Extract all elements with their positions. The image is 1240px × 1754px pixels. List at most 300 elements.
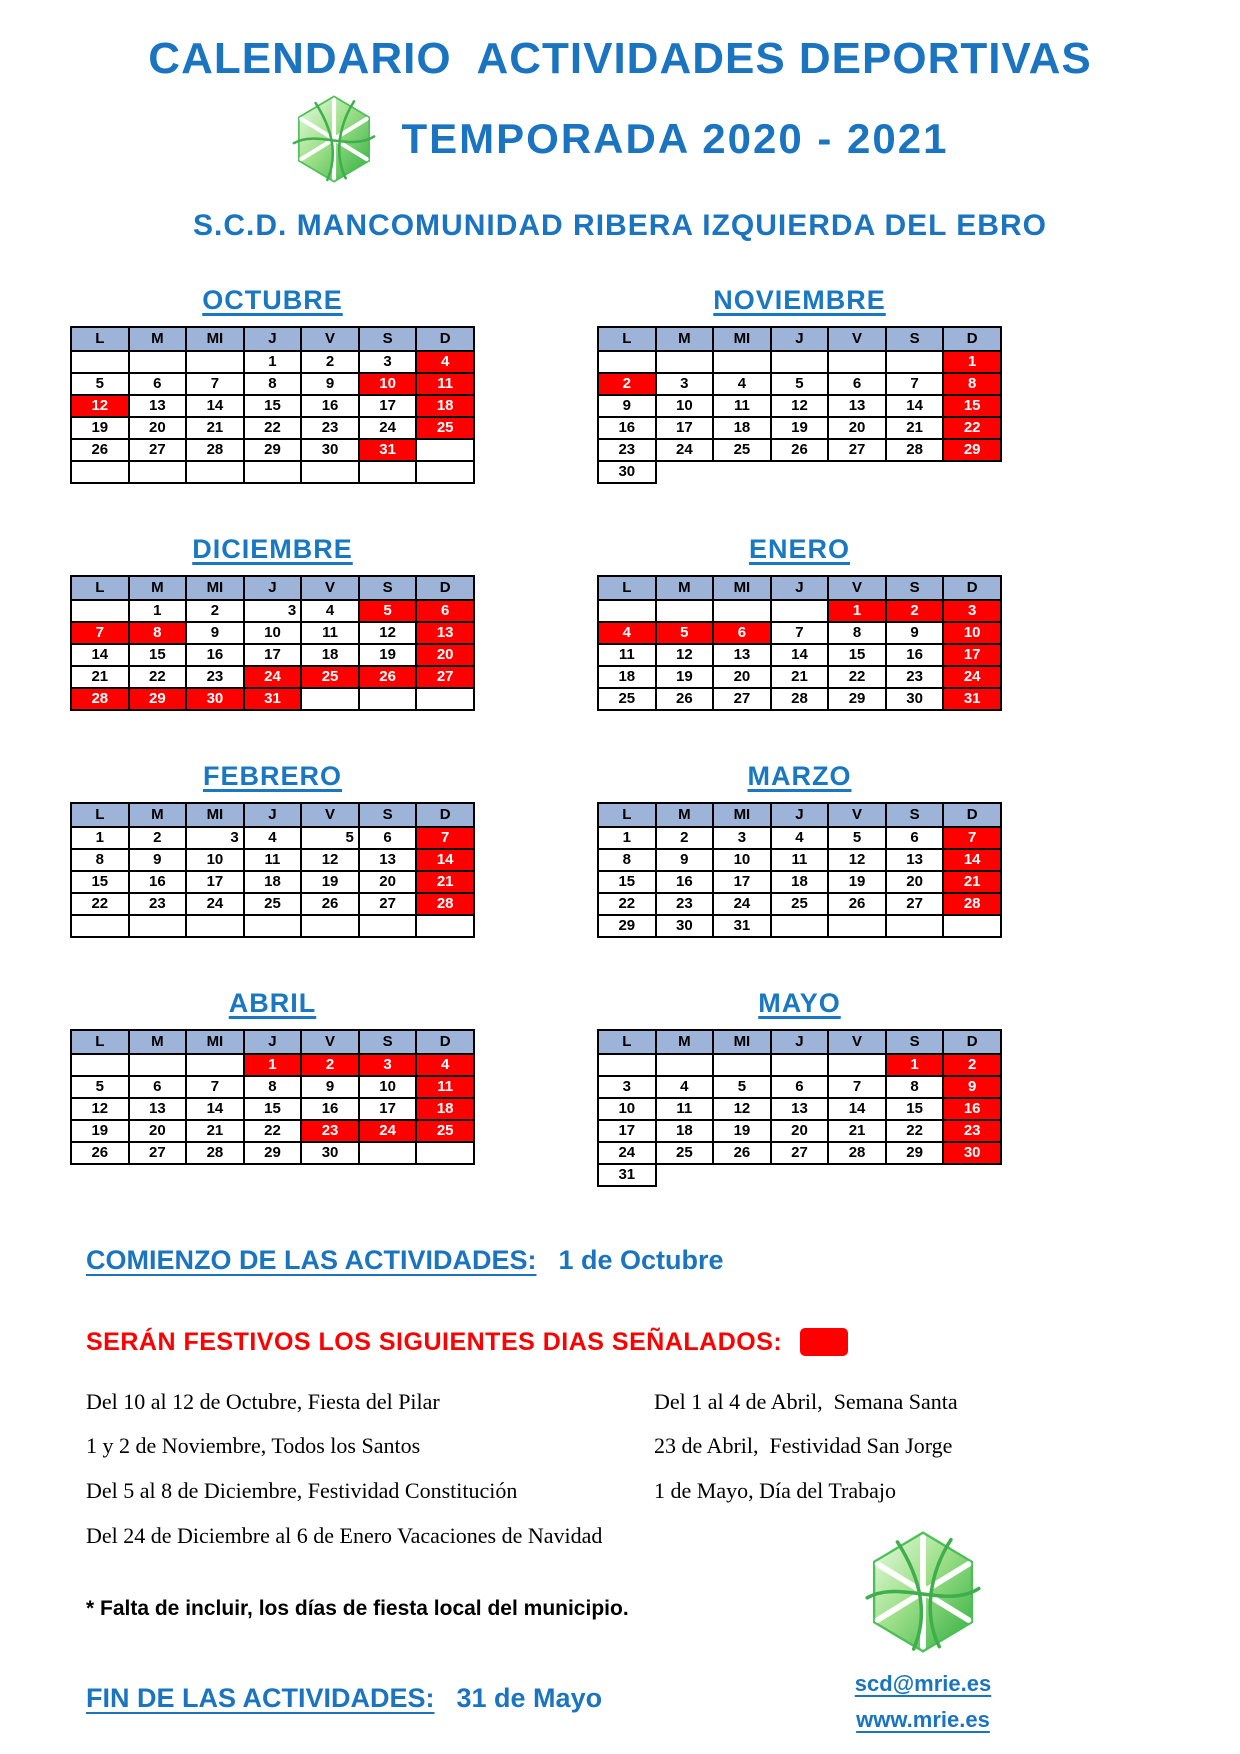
day-cell: 2 (186, 600, 244, 622)
day-cell: 10 (359, 1076, 417, 1098)
weekday-row (71, 1030, 474, 1054)
month-table (70, 1029, 475, 1165)
day-cell (943, 461, 1001, 483)
day-cell: 31 (713, 915, 771, 937)
day-cell (186, 351, 244, 373)
footer-logo-block (848, 1528, 998, 1733)
day-cell: 6 (129, 1076, 187, 1098)
weekday-header: MI (713, 803, 771, 827)
day-cell: 10 (598, 1098, 656, 1120)
day-cell: 12 (71, 1098, 129, 1120)
day-cell: 9 (943, 1076, 1001, 1098)
weekday-header: M (129, 803, 187, 827)
day-cell: 31 (943, 688, 1001, 710)
day-cell (771, 351, 829, 373)
day-cell (771, 461, 829, 483)
weekday-row (71, 576, 474, 600)
week-row (71, 439, 474, 461)
day-cell: 23 (186, 666, 244, 688)
day-cell: 31 (244, 688, 302, 710)
day-cell: 7 (416, 827, 474, 849)
week-row (598, 1098, 1001, 1120)
month-table (597, 326, 1002, 484)
day-cell: 28 (886, 439, 944, 461)
week-row (71, 893, 474, 915)
day-cell: 19 (359, 644, 417, 666)
day-cell (828, 1054, 886, 1076)
day-cell: 29 (244, 439, 302, 461)
day-cell: 27 (886, 893, 944, 915)
week-row (598, 351, 1001, 373)
day-cell: 26 (359, 666, 417, 688)
weekday-header: V (301, 1030, 359, 1054)
day-cell (129, 1054, 187, 1076)
day-cell: 20 (713, 666, 771, 688)
day-cell: 4 (416, 351, 474, 373)
week-row (71, 1054, 474, 1076)
month-body (598, 1054, 1001, 1186)
month-table (70, 575, 475, 711)
day-cell: 6 (828, 373, 886, 395)
day-cell: 13 (828, 395, 886, 417)
weekday-header: D (416, 1030, 474, 1054)
weekday-header: V (828, 576, 886, 600)
weekday-header: V (301, 576, 359, 600)
day-cell: 13 (886, 849, 944, 871)
day-cell: 6 (129, 373, 187, 395)
day-cell: 13 (771, 1098, 829, 1120)
day-cell (244, 461, 302, 483)
day-cell: 23 (886, 666, 944, 688)
week-row (598, 417, 1001, 439)
day-cell: 13 (129, 395, 187, 417)
day-cell: 15 (71, 871, 129, 893)
weekday-header: S (886, 1030, 944, 1054)
day-cell: 24 (713, 893, 771, 915)
week-row (598, 395, 1001, 417)
day-cell: 4 (244, 827, 302, 849)
day-cell: 22 (943, 417, 1001, 439)
day-cell: 14 (886, 395, 944, 417)
weekday-header: S (886, 576, 944, 600)
day-cell (129, 461, 187, 483)
week-row (71, 1142, 474, 1164)
day-cell: 22 (828, 666, 886, 688)
day-cell: 8 (244, 1076, 302, 1098)
day-cell (828, 915, 886, 937)
day-cell: 3 (244, 600, 302, 622)
day-cell (598, 1054, 656, 1076)
day-cell: 26 (301, 893, 359, 915)
week-row (598, 827, 1001, 849)
holiday-item: 1 y 2 de Noviembre, Todos los Santos (86, 1433, 421, 1459)
day-cell: 24 (656, 439, 714, 461)
day-cell: 11 (713, 395, 771, 417)
day-cell: 6 (416, 600, 474, 622)
falta-note: * Falta de incluir, los días de fiesta local del municipio. (86, 1597, 629, 1621)
weekday-header: L (71, 803, 129, 827)
day-cell: 9 (598, 395, 656, 417)
day-cell: 1 (886, 1054, 944, 1076)
day-cell: 30 (598, 461, 656, 483)
day-cell: 18 (598, 666, 656, 688)
day-cell: 5 (71, 1076, 129, 1098)
month-block (597, 534, 1002, 711)
page-title: CALENDARIO ACTIVIDADES DEPORTIVAS (148, 34, 1092, 83)
day-cell: 29 (828, 688, 886, 710)
day-cell: 20 (129, 417, 187, 439)
weekday-header: J (771, 1030, 829, 1054)
day-cell: 6 (359, 827, 417, 849)
day-cell (71, 351, 129, 373)
day-cell: 18 (771, 871, 829, 893)
day-cell (943, 1164, 1001, 1186)
day-cell: 23 (656, 893, 714, 915)
day-cell: 11 (598, 644, 656, 666)
weekday-header: S (359, 1030, 417, 1054)
day-cell: 5 (656, 622, 714, 644)
day-cell: 11 (301, 622, 359, 644)
day-cell: 24 (359, 1120, 417, 1142)
week-row (598, 893, 1001, 915)
festivos-line (86, 1328, 1166, 1357)
day-cell (886, 1164, 944, 1186)
weekday-row (598, 327, 1001, 351)
day-cell: 1 (244, 351, 302, 373)
week-row (598, 666, 1001, 688)
day-cell: 7 (71, 622, 129, 644)
weekday-header: S (886, 803, 944, 827)
day-cell: 26 (71, 1142, 129, 1164)
weekday-header: S (359, 327, 417, 351)
month-block (597, 761, 1002, 938)
day-cell (828, 1164, 886, 1186)
day-cell: 13 (713, 644, 771, 666)
day-cell: 24 (598, 1142, 656, 1164)
weekday-header: L (71, 327, 129, 351)
day-cell: 1 (244, 1054, 302, 1076)
day-cell: 7 (186, 373, 244, 395)
weekday-header: M (656, 803, 714, 827)
day-cell (828, 351, 886, 373)
day-cell: 10 (359, 373, 417, 395)
weekday-header: MI (186, 1030, 244, 1054)
month-title: OCTUBRE (202, 284, 343, 315)
email-link[interactable]: scd@mrie.es (854, 1671, 992, 1696)
day-cell (301, 688, 359, 710)
week-row (71, 1098, 474, 1120)
day-cell: 23 (301, 417, 359, 439)
website-link[interactable]: www.mrie.es (856, 1707, 990, 1732)
day-cell: 18 (301, 644, 359, 666)
holiday-item: 23 de Abril, Festividad San Jorge (654, 1433, 953, 1459)
day-cell (186, 915, 244, 937)
day-cell (129, 915, 187, 937)
day-cell (713, 351, 771, 373)
day-cell: 21 (186, 417, 244, 439)
day-cell (416, 439, 474, 461)
day-cell: 10 (713, 849, 771, 871)
day-cell: 3 (359, 1054, 417, 1076)
comienzo-value: 1 de Octubre (558, 1244, 724, 1275)
day-cell: 29 (943, 439, 1001, 461)
day-cell (416, 915, 474, 937)
week-row (598, 461, 1001, 483)
week-row (71, 622, 474, 644)
weekday-row (598, 576, 1001, 600)
weekday-header: M (656, 1030, 714, 1054)
day-cell: 22 (886, 1120, 944, 1142)
day-cell: 18 (713, 417, 771, 439)
day-cell: 8 (828, 622, 886, 644)
day-cell: 12 (301, 849, 359, 871)
day-cell: 27 (713, 688, 771, 710)
day-cell (416, 461, 474, 483)
day-cell (71, 1054, 129, 1076)
day-cell: 11 (416, 373, 474, 395)
day-cell (943, 915, 1001, 937)
week-row (598, 915, 1001, 937)
day-cell: 3 (713, 827, 771, 849)
day-cell (656, 1164, 714, 1186)
notes-section (86, 1245, 1166, 1715)
weekday-row (598, 1030, 1001, 1054)
day-cell: 11 (416, 1076, 474, 1098)
day-cell: 28 (186, 1142, 244, 1164)
season-title: TEMPORADA 2020 - 2021 (401, 114, 949, 162)
day-cell (359, 688, 417, 710)
festivo-color-swatch (800, 1328, 848, 1356)
month-body (598, 351, 1001, 483)
day-cell: 3 (186, 827, 244, 849)
day-cell: 6 (771, 1076, 829, 1098)
day-cell: 15 (598, 871, 656, 893)
day-cell: 15 (244, 1098, 302, 1120)
day-cell: 25 (416, 1120, 474, 1142)
day-cell: 11 (244, 849, 302, 871)
weekday-header: S (886, 327, 944, 351)
day-cell: 8 (244, 373, 302, 395)
month-block (597, 285, 1002, 484)
month-title: ENERO (748, 533, 851, 564)
day-cell: 23 (301, 1120, 359, 1142)
weekday-header: MI (186, 327, 244, 351)
day-cell: 29 (244, 1142, 302, 1164)
holiday-item: Del 10 al 12 de Octubre, Fiesta del Pilar (86, 1388, 440, 1414)
weekday-header: V (828, 327, 886, 351)
month-title: FEBRERO (202, 760, 342, 791)
day-cell: 12 (359, 622, 417, 644)
weekday-row (598, 803, 1001, 827)
day-cell: 1 (943, 351, 1001, 373)
day-cell: 16 (301, 395, 359, 417)
day-cell (244, 915, 302, 937)
day-cell: 19 (301, 871, 359, 893)
organization-subtitle: S.C.D. MANCOMUNIDAD RIBERA IZQUIERDA DEL EBRO (193, 208, 1047, 242)
day-cell: 16 (598, 417, 656, 439)
day-cell: 5 (828, 827, 886, 849)
day-cell (771, 915, 829, 937)
day-cell: 26 (71, 439, 129, 461)
day-cell: 20 (359, 871, 417, 893)
day-cell: 7 (943, 827, 1001, 849)
day-cell (598, 351, 656, 373)
day-cell: 16 (943, 1098, 1001, 1120)
week-row (598, 849, 1001, 871)
day-cell: 20 (416, 644, 474, 666)
week-row (71, 461, 474, 483)
weekday-header: D (943, 327, 1001, 351)
week-row (598, 644, 1001, 666)
month-block (70, 534, 475, 711)
weekday-header: L (71, 576, 129, 600)
day-cell: 16 (301, 1098, 359, 1120)
club-logo-icon (864, 1528, 982, 1656)
day-cell: 17 (713, 871, 771, 893)
day-cell: 21 (886, 417, 944, 439)
day-cell: 28 (186, 439, 244, 461)
weekday-header: D (943, 803, 1001, 827)
day-cell: 5 (771, 373, 829, 395)
day-cell: 2 (598, 373, 656, 395)
weekday-header: MI (186, 576, 244, 600)
week-row (71, 395, 474, 417)
day-cell: 19 (71, 1120, 129, 1142)
day-cell: 20 (771, 1120, 829, 1142)
day-cell: 8 (886, 1076, 944, 1098)
day-cell: 29 (886, 1142, 944, 1164)
day-cell (598, 600, 656, 622)
day-cell (71, 461, 129, 483)
day-cell: 26 (656, 688, 714, 710)
day-cell: 2 (886, 600, 944, 622)
day-cell: 17 (359, 395, 417, 417)
day-cell: 18 (416, 1098, 474, 1120)
day-cell: 8 (71, 849, 129, 871)
day-cell: 16 (656, 871, 714, 893)
week-row (598, 1142, 1001, 1164)
day-cell: 1 (828, 600, 886, 622)
week-row (598, 871, 1001, 893)
day-cell: 22 (244, 417, 302, 439)
day-cell: 22 (129, 666, 187, 688)
weekday-header: J (771, 327, 829, 351)
day-cell: 19 (656, 666, 714, 688)
holiday-item: Del 24 de Diciembre al 6 de Enero Vacaciones de Navidad (86, 1522, 603, 1548)
day-cell: 17 (186, 871, 244, 893)
day-cell: 23 (943, 1120, 1001, 1142)
day-cell: 17 (359, 1098, 417, 1120)
months-grid (70, 285, 1072, 1187)
weekday-header: D (416, 576, 474, 600)
day-cell: 14 (828, 1098, 886, 1120)
day-cell: 12 (771, 395, 829, 417)
week-row (598, 373, 1001, 395)
day-cell (771, 600, 829, 622)
day-cell: 6 (886, 827, 944, 849)
day-cell (359, 461, 417, 483)
day-cell: 2 (301, 1054, 359, 1076)
day-cell: 12 (828, 849, 886, 871)
day-cell: 9 (129, 849, 187, 871)
day-cell (828, 461, 886, 483)
weekday-header: V (828, 803, 886, 827)
day-cell: 30 (656, 915, 714, 937)
day-cell: 27 (129, 439, 187, 461)
weekday-header: M (129, 327, 187, 351)
day-cell: 23 (598, 439, 656, 461)
day-cell: 13 (416, 622, 474, 644)
day-cell: 2 (301, 351, 359, 373)
month-table (597, 802, 1002, 938)
day-cell: 15 (828, 644, 886, 666)
day-cell: 27 (771, 1142, 829, 1164)
day-cell (186, 461, 244, 483)
day-cell: 2 (656, 827, 714, 849)
day-cell: 9 (186, 622, 244, 644)
weekday-row (71, 327, 474, 351)
weekday-header: V (301, 327, 359, 351)
day-cell: 21 (771, 666, 829, 688)
day-cell: 6 (713, 622, 771, 644)
day-cell: 24 (359, 417, 417, 439)
day-cell: 22 (244, 1120, 302, 1142)
day-cell: 8 (129, 622, 187, 644)
day-cell: 20 (129, 1120, 187, 1142)
day-cell: 25 (301, 666, 359, 688)
day-cell: 2 (943, 1054, 1001, 1076)
month-block (70, 285, 475, 484)
day-cell: 27 (416, 666, 474, 688)
day-cell: 31 (598, 1164, 656, 1186)
day-cell: 10 (943, 622, 1001, 644)
month-block (597, 988, 1002, 1187)
week-row (598, 688, 1001, 710)
day-cell (416, 1142, 474, 1164)
weekday-header: J (771, 803, 829, 827)
month-title: NOVIEMBRE (713, 284, 886, 315)
day-cell: 12 (71, 395, 129, 417)
day-cell: 24 (186, 893, 244, 915)
weekday-header: MI (186, 803, 244, 827)
week-row (71, 827, 474, 849)
day-cell: 28 (71, 688, 129, 710)
month-title: DICIEMBRE (192, 533, 353, 564)
fin-value: 31 de Mayo (456, 1683, 603, 1714)
day-cell: 4 (301, 600, 359, 622)
day-cell: 26 (771, 439, 829, 461)
week-row (598, 1120, 1001, 1142)
weekday-header: S (359, 576, 417, 600)
weekday-header: J (244, 1030, 302, 1054)
day-cell (656, 461, 714, 483)
day-cell: 17 (656, 417, 714, 439)
week-row (598, 1076, 1001, 1098)
day-cell: 28 (943, 893, 1001, 915)
weekday-header: M (656, 576, 714, 600)
day-cell: 19 (771, 417, 829, 439)
day-cell: 7 (771, 622, 829, 644)
month-block (70, 761, 475, 938)
holidays-left-column (86, 1387, 644, 1566)
day-cell: 9 (301, 373, 359, 395)
day-cell: 10 (186, 849, 244, 871)
holiday-item: 1 de Mayo, Día del Trabajo (654, 1477, 896, 1503)
weekday-header: L (71, 1030, 129, 1054)
week-row (71, 871, 474, 893)
month-body (71, 351, 474, 483)
day-cell: 21 (71, 666, 129, 688)
